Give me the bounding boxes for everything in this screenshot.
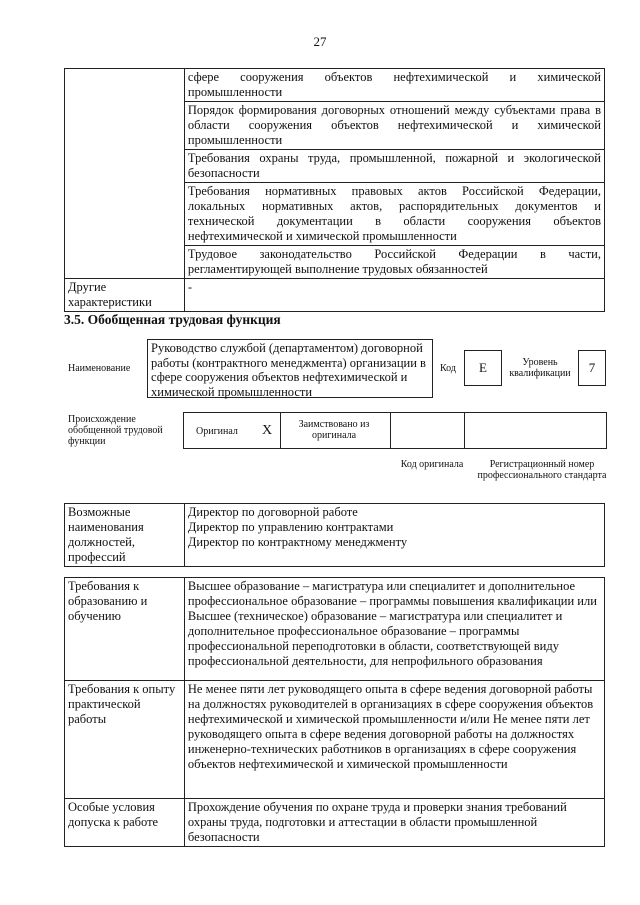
function-name: Руководство службой (департаментом) договорной работы (контрактного менеджмента) организации в сфере сооружения объектов нефтехимической и химической промышленности bbox=[151, 341, 426, 399]
borrowed-label: Заимствовано из оригинала bbox=[298, 419, 370, 441]
level-value: 7 bbox=[588, 360, 596, 375]
original-label: Оригинал bbox=[196, 426, 238, 437]
knowledge-item: Требования охраны труда, промышленной, пожарной и экологической безопасности bbox=[184, 150, 604, 183]
education-label: Требования к образованию и обучению bbox=[65, 578, 185, 681]
education-text: Высшее образование – магистратура или специалитет и дополнительное профессиональное образование – программы повышения квалификации или Высшее (техническое) образование – магистратура или специалитет и дополнительное профессиональное образование – программы профессиональной переподготовки в области, соответствующей виду профессиональной деятельности, для непрофильного образования bbox=[184, 578, 604, 681]
page-number: 27 bbox=[313, 34, 327, 49]
positions-list bbox=[184, 504, 604, 567]
knowledge-item: Требования нормативных правовых актов Российской Федерации, локальных нормативных актов, распорядительных документов и технической документации в области сооружения объектов нефтехимической и химической промышленности bbox=[184, 183, 604, 246]
name-label: Наименование bbox=[68, 363, 131, 374]
knowledge-item: Порядок формирования договорных отношений между субъектами права в области сооружения объектов нефтехимической и химической промышленности bbox=[184, 102, 604, 150]
function-name-box bbox=[147, 339, 433, 398]
positions-table bbox=[64, 503, 605, 567]
level-box bbox=[578, 350, 606, 386]
level-label: Уровень квалификации bbox=[509, 357, 571, 379]
section-title: 3.5. Обобщенная трудовая функция bbox=[64, 312, 281, 327]
divider bbox=[280, 413, 281, 448]
divider bbox=[464, 413, 465, 448]
other-characteristics-label: Другие характеристики bbox=[65, 279, 185, 312]
origin-box bbox=[183, 412, 607, 449]
position-item: Директор по контрактному менеджменту bbox=[187, 535, 408, 549]
other-characteristics-value: - bbox=[184, 279, 604, 312]
knowledge-item: сфере сооружения объектов нефтехимической и химической промышленности bbox=[184, 69, 604, 102]
knowledge-table bbox=[64, 68, 605, 312]
knowledge-label-cell bbox=[65, 69, 185, 279]
code-original-caption: Код оригинала bbox=[400, 458, 464, 470]
position-item: Директор по управлению контрактами bbox=[187, 520, 394, 534]
code-value: E bbox=[479, 360, 487, 375]
reg-number-caption: Регистрационный номер профессионального стандарта bbox=[477, 459, 607, 481]
special-conditions-label: Особые условия допуска к работе bbox=[65, 799, 185, 847]
requirements-table bbox=[64, 577, 605, 847]
code-box bbox=[464, 350, 502, 386]
divider bbox=[390, 413, 391, 448]
experience-label: Требования к опыту практической работы bbox=[65, 681, 185, 799]
positions-label: Возможные наименования должностей, профессий bbox=[65, 504, 185, 567]
code-label: Код bbox=[440, 363, 456, 374]
position-item: Директор по договорной работе bbox=[187, 505, 358, 519]
origin-label: Происхождение обобщенной трудовой функции bbox=[68, 414, 163, 447]
experience-text: Не менее пяти лет руководящего опыта в сфере ведения договорной работы на должностях руководителей в организациях в сфере сооружения объектов нефтехимической и химической промышленности и/или Не менее пяти лет руководящего опыта в сфере ведения договорной работы на должностях инженерно-технических работников в организациях в сфере сооружения объектов нефтехимической и химической промышленности bbox=[184, 681, 604, 799]
special-conditions-text: Прохождение обучения по охране труда и проверки знания требований охраны труда, подготовки и аттестации в области промышленной безопасности bbox=[184, 799, 604, 847]
knowledge-item: Трудовое законодательство Российской Федерации в части, регламентирующей выполнение трудовых обязанностей bbox=[184, 246, 604, 279]
original-mark: X bbox=[262, 423, 273, 438]
